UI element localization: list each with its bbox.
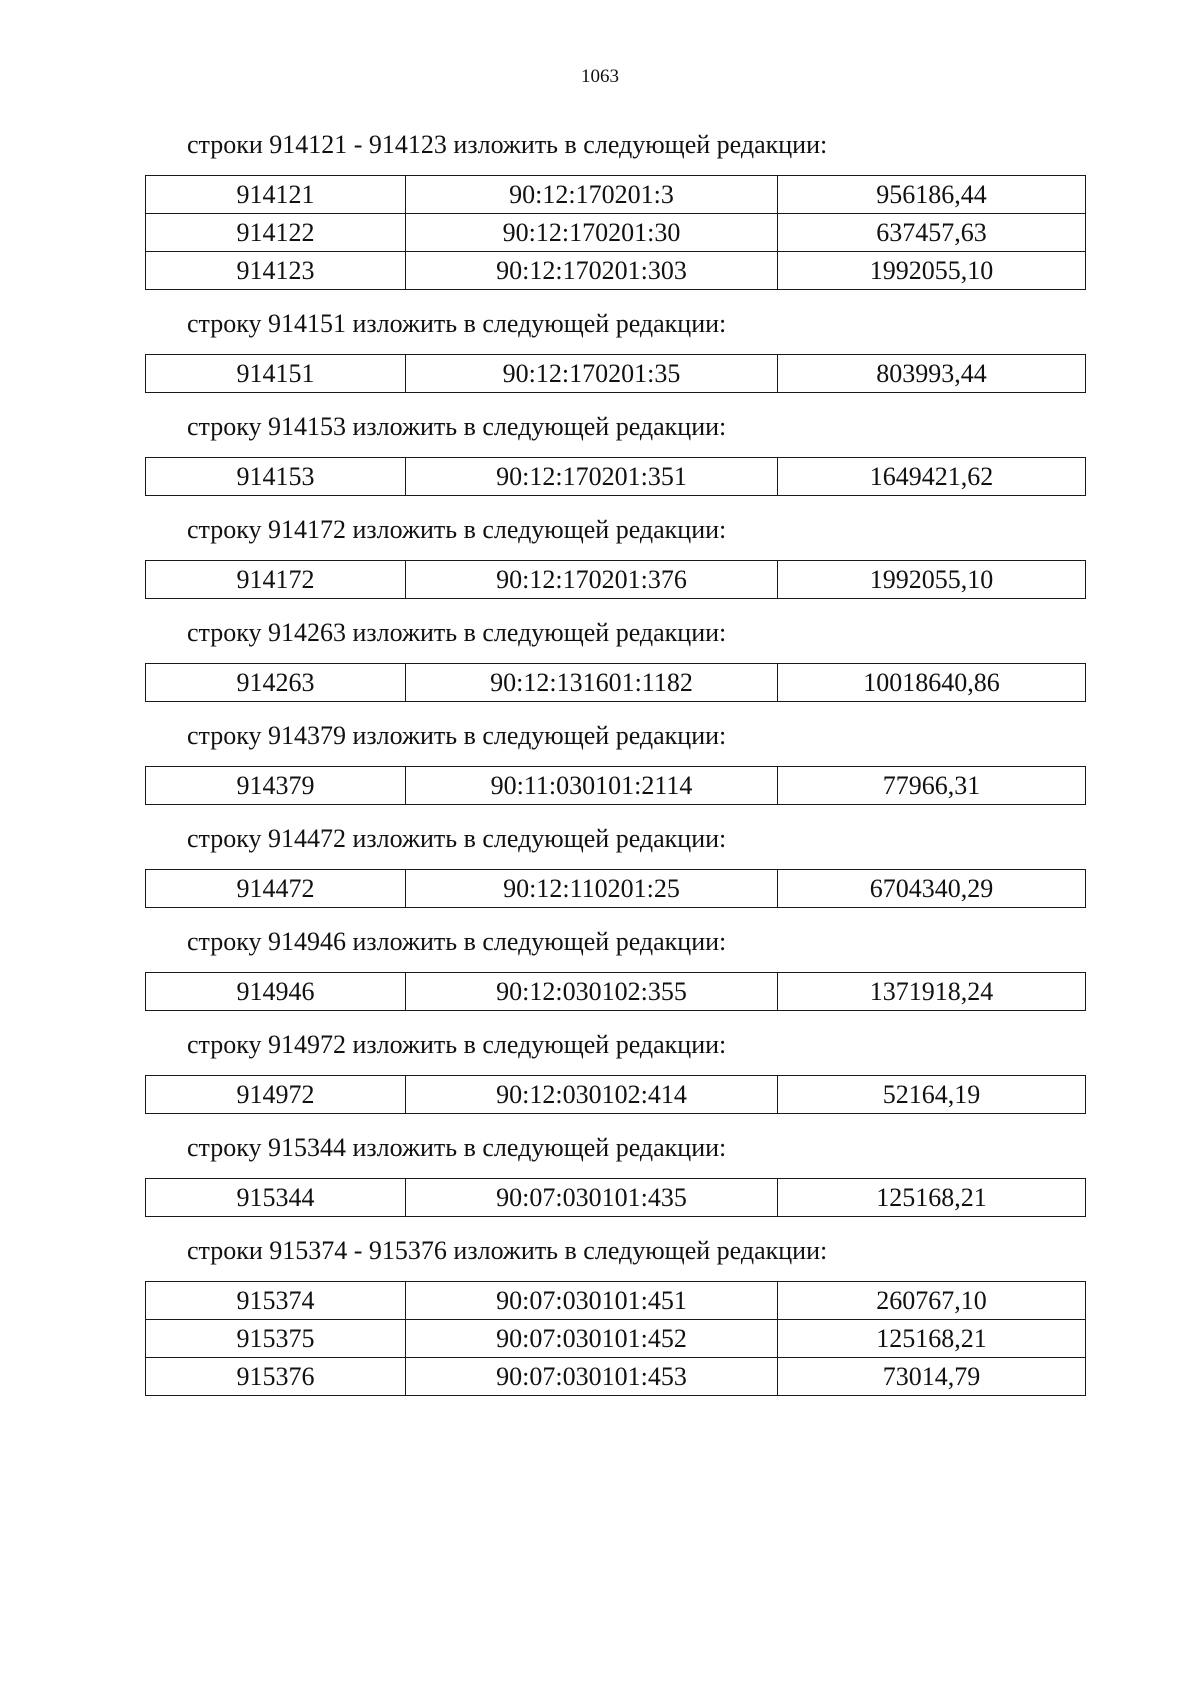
section-heading: строки 914121 - 914123 изложить в следующей редакции: xyxy=(187,130,828,159)
cadastral-number-cell: 90:11:030101:2114 xyxy=(406,767,778,805)
table-row xyxy=(146,561,1086,599)
cadastral-number-cell: 90:07:030101:452 xyxy=(406,1320,778,1358)
amendment-table xyxy=(145,869,1086,908)
table-row xyxy=(146,176,1086,214)
table-row xyxy=(146,1282,1086,1320)
cadastral-number-cell: 90:12:170201:351 xyxy=(406,458,778,496)
row-number-cell: 915375 xyxy=(146,1320,406,1358)
value-cell: 803993,44 xyxy=(778,355,1086,393)
table-row xyxy=(146,1320,1086,1358)
row-number-cell: 914153 xyxy=(146,458,406,496)
value-cell: 73014,79 xyxy=(778,1358,1086,1396)
row-number-cell: 914123 xyxy=(146,252,406,290)
row-number-cell: 914121 xyxy=(146,176,406,214)
amendment-table xyxy=(145,354,1086,393)
table-row xyxy=(146,1179,1086,1217)
value-cell: 77966,31 xyxy=(778,767,1086,805)
cadastral-number-cell: 90:07:030101:435 xyxy=(406,1179,778,1217)
section-heading: строку 914263 изложить в следующей редакции: xyxy=(187,618,727,647)
table-row xyxy=(146,664,1086,702)
amendment-table xyxy=(145,766,1086,805)
row-number-cell: 914263 xyxy=(146,664,406,702)
amendment-table xyxy=(145,663,1086,702)
table-row xyxy=(146,355,1086,393)
table-row xyxy=(146,458,1086,496)
row-number-cell: 914972 xyxy=(146,1076,406,1114)
value-cell: 125168,21 xyxy=(778,1320,1086,1358)
amendment-table xyxy=(145,1178,1086,1217)
amendment-table xyxy=(145,1281,1086,1396)
section-heading: строки 915374 - 915376 изложить в следующей редакции: xyxy=(187,1236,828,1265)
value-cell: 1992055,10 xyxy=(778,561,1086,599)
value-cell: 1371918,24 xyxy=(778,973,1086,1011)
cadastral-number-cell: 90:12:170201:35 xyxy=(406,355,778,393)
section-heading: строку 914472 изложить в следующей редакции: xyxy=(187,824,727,853)
cadastral-number-cell: 90:12:030102:414 xyxy=(406,1076,778,1114)
cadastral-number-cell: 90:12:170201:30 xyxy=(406,214,778,252)
row-number-cell: 914151 xyxy=(146,355,406,393)
cadastral-number-cell: 90:12:030102:355 xyxy=(406,973,778,1011)
table-row xyxy=(146,870,1086,908)
section-heading: строку 914379 изложить в следующей редакции: xyxy=(187,721,727,750)
row-number-cell: 915376 xyxy=(146,1358,406,1396)
cadastral-number-cell: 90:12:170201:303 xyxy=(406,252,778,290)
document-body xyxy=(145,128,1085,1413)
section-heading: строку 914172 изложить в следующей редакции: xyxy=(187,515,727,544)
value-cell: 6704340,29 xyxy=(778,870,1086,908)
value-cell: 52164,19 xyxy=(778,1076,1086,1114)
section-heading: строку 915344 изложить в следующей редакции: xyxy=(187,1133,727,1162)
amendment-table xyxy=(145,560,1086,599)
value-cell: 10018640,86 xyxy=(778,664,1086,702)
row-number-cell: 915374 xyxy=(146,1282,406,1320)
amendment-table xyxy=(145,457,1086,496)
value-cell: 956186,44 xyxy=(778,176,1086,214)
section-heading: строку 914153 изложить в следующей редакции: xyxy=(187,412,727,441)
amendment-table xyxy=(145,175,1086,290)
row-number-cell: 914472 xyxy=(146,870,406,908)
amendment-table xyxy=(145,972,1086,1011)
cadastral-number-cell: 90:12:110201:25 xyxy=(406,870,778,908)
page-number: 1063 xyxy=(581,66,619,87)
row-number-cell: 914946 xyxy=(146,973,406,1011)
value-cell: 1992055,10 xyxy=(778,252,1086,290)
value-cell: 637457,63 xyxy=(778,214,1086,252)
table-row xyxy=(146,1358,1086,1396)
amendment-table xyxy=(145,1075,1086,1114)
cadastral-number-cell: 90:12:131601:1182 xyxy=(406,664,778,702)
row-number-cell: 914172 xyxy=(146,561,406,599)
section-heading: строку 914946 изложить в следующей редакции: xyxy=(187,927,727,956)
value-cell: 1649421,62 xyxy=(778,458,1086,496)
section-heading: строку 914151 изложить в следующей редакции: xyxy=(187,309,727,338)
table-row xyxy=(146,252,1086,290)
table-row xyxy=(146,973,1086,1011)
cadastral-number-cell: 90:12:170201:376 xyxy=(406,561,778,599)
value-cell: 260767,10 xyxy=(778,1282,1086,1320)
section-heading: строку 914972 изложить в следующей редакции: xyxy=(187,1030,727,1059)
table-row xyxy=(146,214,1086,252)
cadastral-number-cell: 90:07:030101:453 xyxy=(406,1358,778,1396)
cadastral-number-cell: 90:12:170201:3 xyxy=(406,176,778,214)
row-number-cell: 914122 xyxy=(146,214,406,252)
cadastral-number-cell: 90:07:030101:451 xyxy=(406,1282,778,1320)
row-number-cell: 915344 xyxy=(146,1179,406,1217)
value-cell: 125168,21 xyxy=(778,1179,1086,1217)
row-number-cell: 914379 xyxy=(146,767,406,805)
table-row xyxy=(146,1076,1086,1114)
table-row xyxy=(146,767,1086,805)
